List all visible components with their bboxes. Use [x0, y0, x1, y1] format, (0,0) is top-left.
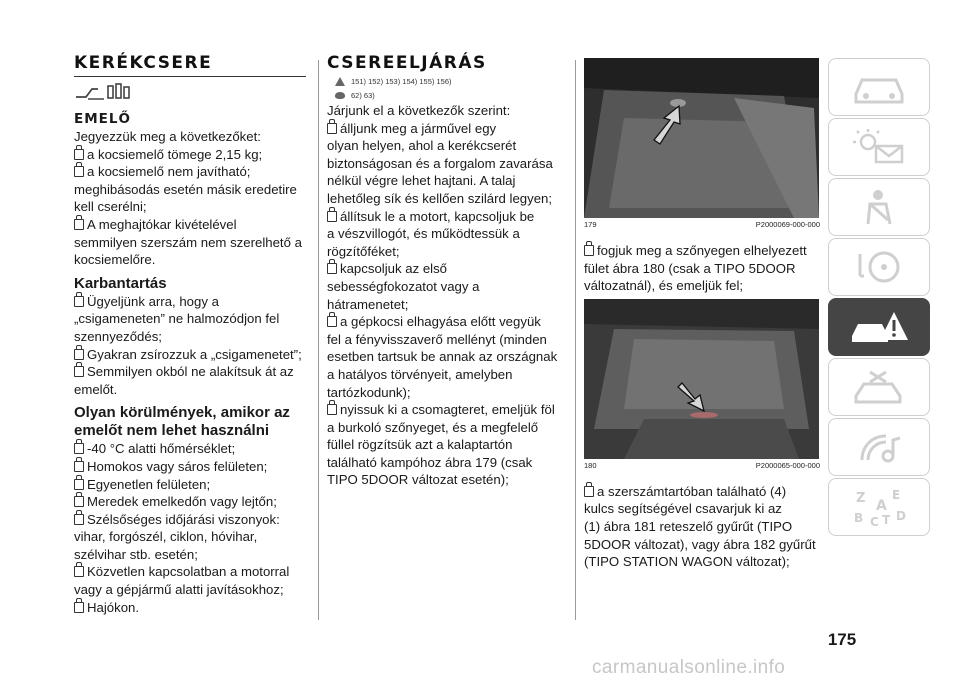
emelo-paragraph: [74, 128, 306, 269]
text-line: [327, 471, 562, 489]
column-2: [327, 52, 562, 489]
text-line: [327, 155, 562, 173]
line-text: Járjunk el a következők szerint:: [327, 103, 511, 118]
line-text: kulcs segítségével csavarjuk ki az: [584, 501, 782, 517]
conditions-heading-line-2: emelőt nem lehet használni: [74, 422, 270, 440]
line-text: a gépkocsi elhagyása előtt vegyük: [340, 314, 541, 330]
bullet-icon: [327, 123, 337, 134]
line-text: fogjuk meg a szőnyegen elhelyezett: [597, 243, 807, 258]
line-text: Szélsőséges időjárási viszonyok:: [87, 511, 280, 527]
line-text: a vészvillogót, és működtessük a: [327, 226, 520, 242]
bullet-line: [74, 458, 306, 476]
figure-number: 180: [584, 460, 597, 470]
bullet-line: [74, 293, 306, 311]
index-letter: A: [876, 498, 887, 514]
line-text: -40 °C alatti hőmérséklet;: [87, 441, 236, 457]
bullet-icon: [74, 566, 84, 577]
bullet-line: [74, 476, 306, 494]
tab-lights-messages[interactable]: [828, 118, 930, 176]
line-text: Homokos vagy sáros felületen;: [87, 458, 268, 474]
trunk-floor-illustration: [584, 299, 819, 459]
line-text: található kampóhoz ábra 179 (csak: [327, 454, 533, 470]
line-text: Jegyezzük meg a következőket:: [74, 129, 261, 144]
text-line: [584, 500, 820, 518]
text-line: [584, 518, 820, 536]
line-text: Meredek emelkedőn vagy lejtőn;: [87, 494, 277, 510]
wrench-paragraph: [584, 483, 820, 571]
column-3: [584, 58, 820, 571]
line-text: biztonságosan és a forgalom zavarása: [327, 155, 553, 171]
line-text: kocsiemelőre.: [74, 252, 156, 268]
maintenance-paragraph: [74, 293, 306, 399]
watermark: carmanualsonline.info: [592, 657, 786, 678]
line-text: vagy a gépjármű alatti javításokhoz;: [74, 582, 284, 598]
figure-code: P2000069-000-000: [755, 220, 820, 229]
line-text: fel a fényvisszaverő mellényt (minden: [327, 331, 547, 347]
text-line: [74, 251, 306, 269]
line-text: Egyenetlen felületen;: [87, 476, 211, 492]
figure-code: P2000065-000-000: [755, 460, 820, 470]
tab-maintenance[interactable]: [828, 358, 930, 416]
text-line: [327, 331, 562, 349]
line-text: Közvetlen kapcsolatban a motorral: [87, 564, 290, 580]
title-rule: [74, 76, 306, 77]
bullet-icon: [327, 211, 337, 222]
line-text: 5DOOR változat), vagy ábra 182 gyűrűt: [584, 536, 816, 552]
line-text: füllel rögzítsük azt a kalaptartón: [327, 437, 513, 453]
bullet-icon: [327, 316, 337, 327]
index-letter: D: [896, 509, 906, 523]
bullet-icon: [584, 486, 594, 497]
line-text: tartózkodunk);: [327, 384, 411, 400]
text-line: [584, 260, 820, 278]
line-text: (TIPO STATION WAGON változat);: [584, 554, 790, 570]
bullet-line: [74, 511, 306, 529]
line-text: a kocsiemelő tömege 2,15 kg;: [87, 146, 263, 162]
bullet-line: [74, 146, 306, 164]
index-letter: C: [870, 515, 879, 528]
tab-starting-driving[interactable]: [828, 238, 930, 296]
conditions-heading-line-1: Olyan körülmények, amikor az: [74, 404, 290, 422]
line-text: Hajókon.: [87, 599, 140, 615]
line-text: esetben tartsuk be annak az országnak: [327, 349, 558, 365]
bullet-icon: [74, 349, 84, 360]
line-text: nélkül végre lehet hajtani. A talaj: [327, 173, 516, 189]
bullet-icon: [74, 443, 84, 454]
line-text: lehetőleg sík és kellően szilárd legyen;: [327, 190, 553, 206]
text-line: [327, 419, 562, 437]
bullet-line: [327, 260, 562, 278]
emelo-heading: EMELŐ: [74, 111, 131, 127]
column-1: [74, 52, 306, 616]
text-line: [327, 366, 562, 384]
bullet-icon: [74, 296, 84, 307]
line-text: a burkoló szőnyeget, és a megfelelő: [327, 419, 539, 435]
bullet-line: [327, 208, 562, 226]
line-text: vihar, forgószél, ciklon, hóvihar,: [74, 529, 258, 545]
bullet-icon: [74, 219, 84, 230]
figure-number: 179: [584, 220, 597, 229]
bullet-icon: [74, 166, 84, 177]
bullet-icon: [74, 602, 84, 613]
text-line: [74, 581, 306, 599]
tab-multimedia[interactable]: [828, 418, 930, 476]
carpet-paragraph: [584, 242, 820, 295]
line-text: szélvihar stb. esetén;: [74, 546, 198, 562]
tab-dashboard[interactable]: [828, 58, 930, 116]
text-line: [327, 384, 562, 402]
line-text: álljunk meg a járművel egy: [340, 120, 497, 136]
line-text: kell cserélni;: [74, 199, 147, 215]
text-line: [327, 137, 562, 155]
bullet-line: [74, 440, 306, 458]
warning-references: 151) 152) 153) 154) 155) 156): [351, 76, 452, 86]
index-letters-icon: [848, 486, 910, 528]
section-title: KERÉKCSERE: [74, 53, 213, 73]
line-text: (1) ábra 181 reteszelő gyűrűt (TIPO: [584, 518, 793, 534]
bullet-line: [327, 401, 562, 419]
bullet-icon: [74, 461, 84, 472]
text-line: [327, 225, 562, 243]
text-line: [584, 553, 820, 571]
bullet-line: [74, 346, 306, 364]
line-text: meghibásodás esetén másik eredetire: [74, 181, 297, 197]
line-text: semmilyen szerszám nem szerelhető a: [74, 234, 302, 250]
bullet-icon: [74, 479, 84, 490]
bullet-line: [584, 483, 820, 501]
bullet-line: [74, 163, 306, 181]
column-divider: [318, 60, 319, 620]
line-text: sebességfokozatot vagy a: [327, 278, 480, 294]
column-divider: [575, 60, 576, 620]
car-dashboard-icon: [848, 66, 910, 108]
text-line: [74, 328, 306, 346]
warning-triangle-icon: [335, 77, 345, 86]
lights-message-icon: [848, 126, 910, 168]
line-text: a kocsiemelő nem javítható;: [87, 164, 251, 180]
bullet-line: [74, 216, 306, 234]
line-text: a hatályos törvényeit, amelyben: [327, 366, 513, 382]
text-line: [584, 536, 820, 554]
text-line: [74, 181, 306, 199]
line-text: a szerszámtartóban található (4): [597, 483, 787, 499]
caution-icon: [335, 92, 345, 99]
line-text: fület ábra 180 (csak a TIPO 5DOOR: [584, 260, 796, 276]
bullet-icon: [74, 514, 84, 525]
text-line: [74, 234, 306, 252]
tab-index[interactable]: [828, 478, 930, 536]
text-line: [584, 277, 820, 295]
maintenance-heading: Karbantartás: [74, 274, 167, 292]
bullet-line: [584, 242, 820, 260]
line-text: emelőt.: [74, 381, 118, 397]
text-line: [327, 454, 562, 472]
bullet-icon: [74, 149, 84, 160]
bullet-line: [74, 493, 306, 511]
section-title: CSEREELJÁRÁS: [327, 53, 487, 73]
line-text: változatnál), és emeljük fel;: [584, 278, 744, 294]
line-text: Gyakran zsírozzuk a „csigamenetet”;: [87, 346, 302, 362]
bullet-line: [74, 363, 306, 381]
text-line: [74, 310, 306, 328]
emergency-warning-icon: [848, 306, 910, 348]
bullet-icon: [74, 496, 84, 507]
procedure-paragraph: [327, 102, 562, 489]
line-text: hátramenetet;: [327, 296, 409, 312]
steering-key-icon: [848, 246, 910, 288]
text-line: [327, 190, 562, 208]
line-text: „csigameneten” ne halmozódjon fel: [74, 311, 280, 327]
bullet-line: [74, 563, 306, 581]
text-line: [327, 243, 562, 261]
text-line: [327, 278, 562, 296]
line-text: rögzítőféket;: [327, 243, 400, 259]
conditions-paragraph: [74, 440, 306, 616]
bullet-icon: [74, 366, 84, 377]
page-number: 175: [827, 630, 857, 649]
caution-reference-row: [335, 88, 562, 102]
text-line: [74, 198, 306, 216]
multimedia-icon: [848, 426, 910, 468]
bullet-icon: [327, 404, 337, 415]
text-line: [327, 172, 562, 190]
text-line: [327, 102, 562, 120]
line-text: Ügyeljünk arra, hogy a: [87, 293, 219, 309]
index-letter: T: [882, 513, 891, 527]
chapter-navigation: [828, 58, 930, 538]
line-text: állítsuk le a motort, kapcsoljuk be: [340, 208, 535, 224]
index-letter: Z: [856, 491, 866, 506]
seatbelt-airbag-icon: [848, 186, 910, 228]
index-letter: B: [854, 511, 864, 525]
bullet-line: [327, 313, 562, 331]
line-text: kapcsoljuk az első: [340, 261, 448, 277]
text-line: [327, 296, 562, 314]
caution-references: 62) 63): [351, 90, 375, 100]
text-line: [327, 436, 562, 454]
line-text: szennyeződés;: [74, 328, 162, 344]
text-line: [327, 348, 562, 366]
index-letter: E: [892, 488, 901, 502]
line-text: olyan helyen, ahol a kerékcserét: [327, 138, 517, 154]
figure-180-caption: [584, 459, 820, 473]
text-line: [74, 528, 306, 546]
figure-180: [584, 299, 819, 459]
bullet-icon: [584, 245, 594, 256]
bullet-line: [327, 120, 562, 138]
line-text: Semmilyen okból ne alakítsuk át az: [87, 364, 294, 380]
bullet-icon: [327, 263, 337, 274]
tab-safety[interactable]: [828, 178, 930, 236]
maintenance-tools-icon: [848, 366, 910, 408]
text-line: [74, 128, 306, 146]
line-text: nyissuk ki a csomagteret, emeljük föl: [340, 402, 555, 418]
jack-icon: [74, 83, 138, 101]
warning-reference-row: [335, 74, 562, 88]
tab-emergency[interactable]: [828, 298, 930, 356]
bullet-line: [74, 599, 306, 617]
text-line: [74, 381, 306, 399]
figure-179: [584, 58, 819, 218]
trunk-hook-illustration: [584, 58, 819, 218]
line-text: A meghajtókar kivételével: [87, 216, 237, 232]
text-line: [74, 546, 306, 564]
figure-179-caption: [584, 218, 820, 232]
line-text: TIPO 5DOOR változat esetén);: [327, 472, 509, 488]
